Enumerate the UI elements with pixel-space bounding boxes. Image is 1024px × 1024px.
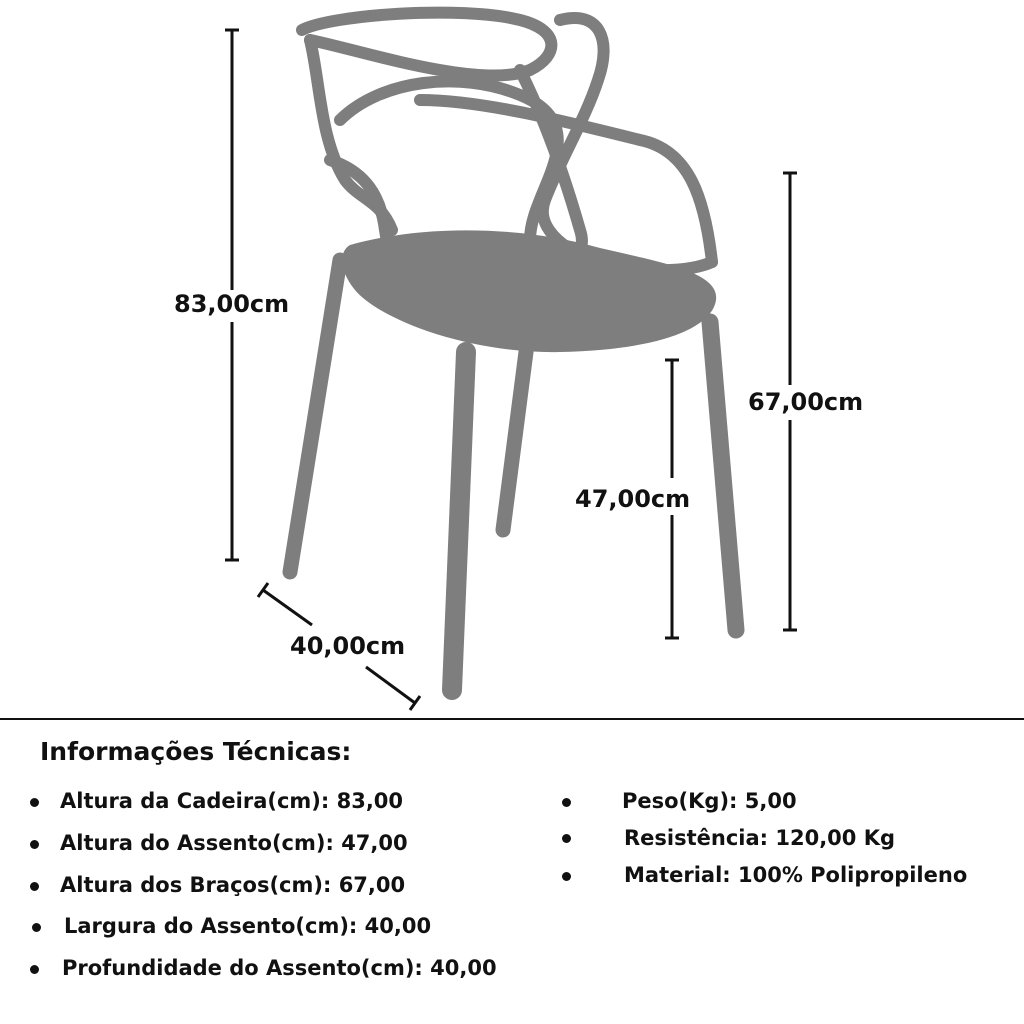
spec-chair-height: Altura da Cadeira(cm): 83,00	[60, 789, 404, 813]
height-dimension-label: 83,00cm	[174, 290, 290, 318]
front-left-leg	[452, 352, 466, 690]
section-divider	[0, 718, 1024, 720]
chair-seat	[342, 230, 716, 352]
spec-seat-height: Altura do Assento(cm): 47,00	[60, 831, 408, 855]
back-right-leg	[503, 352, 526, 530]
specs-title: Informações Técnicas:	[40, 737, 352, 766]
spec-material: Material: 100% Polipropileno	[624, 863, 968, 887]
spec-weight: Peso(Kg): 5,00	[622, 789, 797, 813]
bullet-icon	[32, 923, 41, 932]
front-right-leg	[710, 322, 736, 630]
bullet-icon	[562, 798, 571, 807]
bullet-icon	[562, 834, 571, 843]
arm-height-dimension-label: 67,00cm	[748, 388, 864, 416]
spec-resistance: Resistência: 120,00 Kg	[624, 826, 896, 850]
spec-arm-height: Altura dos Braços(cm): 67,00	[60, 873, 406, 897]
back-left-leg	[290, 260, 340, 572]
seat-height-dimension-label: 47,00cm	[575, 485, 691, 513]
bullet-icon	[562, 872, 571, 881]
bullet-icon	[30, 882, 39, 891]
width-dimension-label: 40,00cm	[290, 632, 406, 660]
spec-seat-width: Largura do Assento(cm): 40,00	[64, 914, 432, 938]
chair-illustration	[290, 13, 736, 690]
bullet-icon	[30, 965, 39, 974]
spec-seat-depth: Profundidade do Assento(cm): 40,00	[62, 956, 497, 980]
bullet-icon	[30, 798, 39, 807]
bullet-icon	[30, 840, 39, 849]
